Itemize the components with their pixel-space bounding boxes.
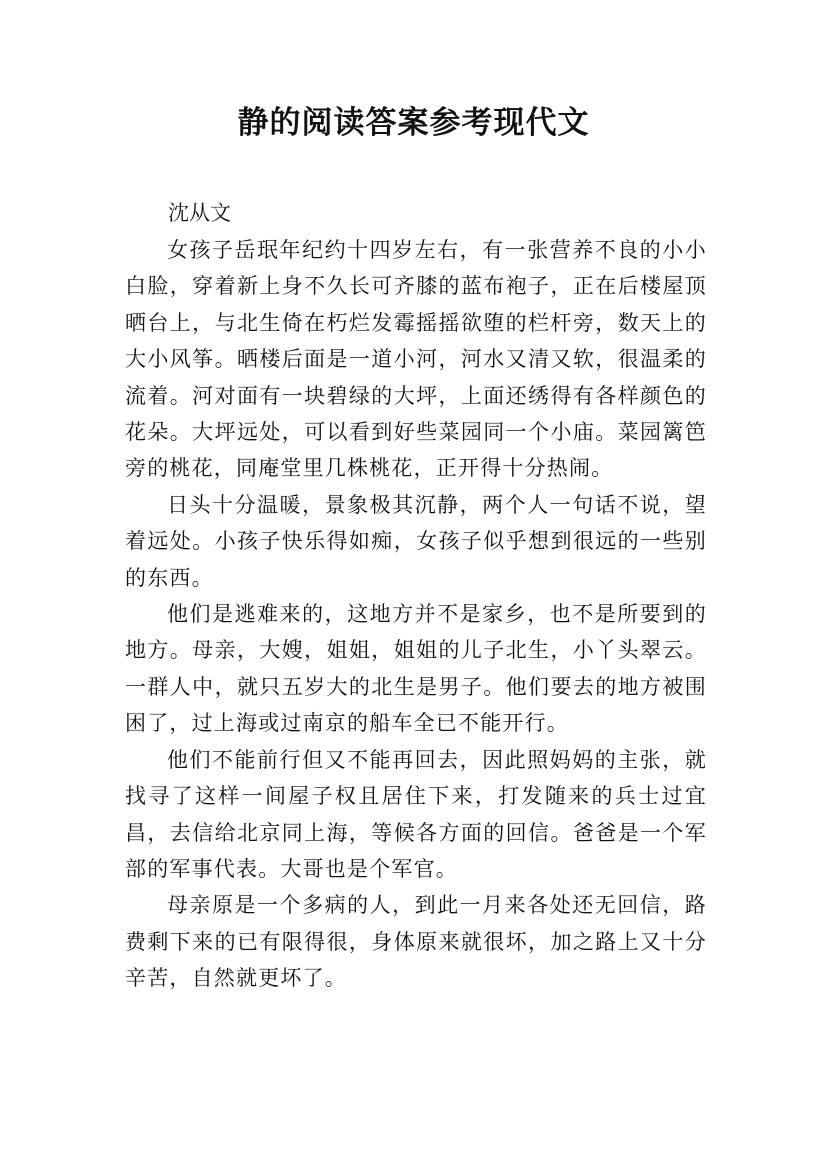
paragraph-3: 他们是逃难来的，这地方并不是家乡，也不是所要到的地方。母亲，大嫂，姐姐，姐姐的儿子北生，小丫头翠云。一群人中，就只五岁大的北生是男子。他们要去的地方被围困了，过上海或过南京的船车全已不能开行。 bbox=[125, 602, 707, 736]
paragraph-5: 母亲原是一个多病的人，到此一月来各处还无回信，路费剩下来的已有限得很，身体原来就很坏，加之路上又十分辛苦，自然就更坏了。 bbox=[125, 893, 707, 991]
author-name: 沈从文 bbox=[168, 201, 231, 225]
paragraph-4: 他们不能前行但又不能再回去，因此照妈妈的主张，就找寻了这样一间屋子权且居住下来，打发随来的兵士过宜昌，去信给北京同上海，等候各方面的回信。爸爸是一个军部的军事代表。大哥也是个军官。 bbox=[125, 747, 707, 881]
document-title: 静的阅读答案参考现代文 bbox=[237, 105, 590, 141]
paragraph-2: 日头十分温暖，景象极其沉静，两个人一句话不说，望着远处。小孩子快乐得如痴，女孩子似乎想到很远的一些别的东西。 bbox=[125, 492, 707, 590]
paragraph-1: 女孩子岳珉年纪约十四岁左右，有一张营养不良的小小白脸，穿着新上身不久长可齐膝的蓝布袍子，正在后楼屋顶晒台上，与北生倚在朽烂发霉摇摇欲堕的栏杆旁，数天上的大小风筝。晒楼后面是一道小河，河水又清又软，很温柔的流着。河对面有一块碧绿的大坪，上面还绣得有各样颜色的花朵。大坪远处，可以看到好些菜园同一个小庙。菜园篱笆旁的桃花，同庵堂里几株桃花，正开得十分热闹。 bbox=[125, 238, 707, 481]
article-body bbox=[125, 232, 707, 997]
